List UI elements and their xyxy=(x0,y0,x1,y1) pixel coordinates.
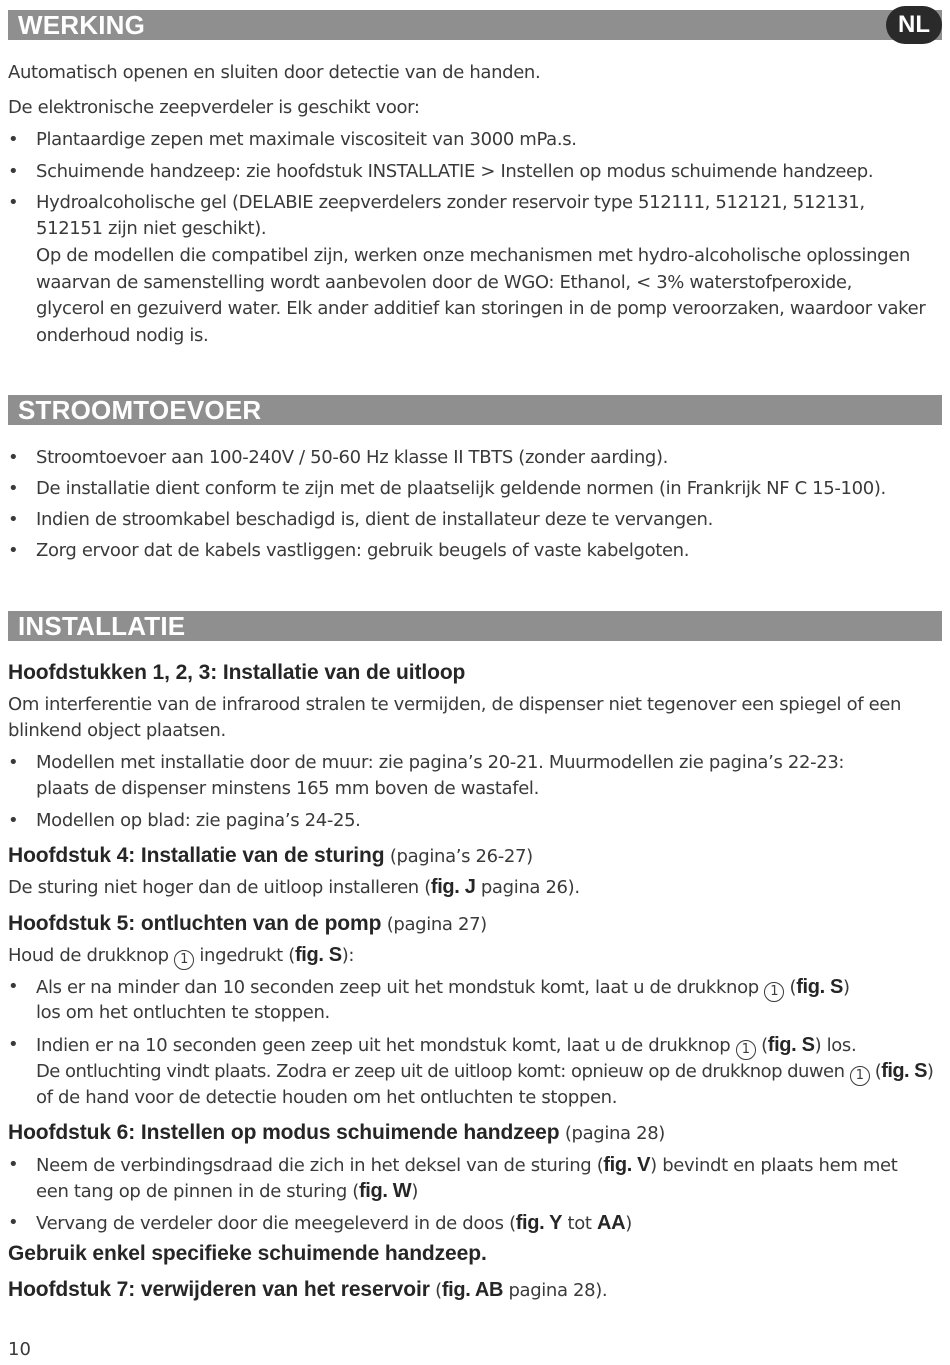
manual-page: WERKING NL Automatisch openen en sluiten door detectie van de handen. De elektronische zeepverdeler is geschikt voor: • Plantaardige zepen met maximale viscositeit van 3000 mPa.s. • Schuimende handzeep: zie hoofdstuk INSTALLATIE > Instellen op modus schuimende handzeep. • Hydroalcoholische gel (DELABIE zeepverdelers zonder reservoir type 512111, 512121, 512131, 512151 zijn niet geschikt). Op de modellen die compatibel zijn, werken onze mechanismen met hydro-alcoholische oplossingen waarvan de samenstelling wordt aanbevolen door de WGO: Ethanol, < 3% waterstofperoxide, glycerol en gezuiverd water. Elk ander additief kan storingen in de pomp veroorzaken, waardoor vaker onderhoud nodig is. STROOMTOEVOER • Stroomtoevoer aan 100-240V / 50-60 Hz klasse II TBTS (zonder aarding). • De installatie dient conform te zijn met de plaatselijk geldende normen (in Frankrijk NF C 15-100). • Indien de stroomkabel beschadigd is, dient de installateur deze te vervangen. • Zorg ervoor dat de kabels vastliggen: gebruik beugels of vaste kabelgoten. INSTALLATIE Hoofdstukken 1, 2, 3: Installatie van de uitloop Om interferentie van de infrarood stralen te vermijden, de dispenser niet tegenover een spiegel of een blinkend object plaatsen. • Modellen met installatie door de muur: zie pagina’s 20-21. Muurmodellen zie pagina’s 22-23: plaats de dispenser minstens 165 mm boven de wastafel. • Modellen op blad: zie pagina’s 24-25. Hoofdstuk 4: Installatie van de sturing (pagina’s 26-27) De sturing niet hoger dan de uitloop installeren (fig. J pagina 26). Hoofdstuk 5: ontluchten van de pomp (pagina 27) Houd de drukknop 1 ingedrukt (fig. S): • Als er na minder dan 10 seconden zeep uit het mondstuk komt, laat u de drukknop 1 (fig. S) los om het ontluchten te stoppen. • Indien er na 10 seconden geen zeep uit het mondstuk komt, laat u de drukknop 1 (fig. S) los. De ontluchting vindt plaats. Zodra er zeep uit de uitloop komt: opnieuw op de drukknop duwen 1 (fig. S) of de hand voor de detectie houden om het ontluchten te stoppen. Hoofdstuk 6: Instellen op modus schuimende handzeep (pagina 28) • Neem de verbindingsdraad die zich in het deksel van de sturing (fig. V) bevindt en plaats hem met een tang op de pinnen in de sturing (fig. W) • Vervang de verdeler door die meegeleverd in de doos (fig. Y tot AA) Gebruik enkel specifieke schuimende handzeep. Hoofdstuk 7: verwijderen van het reservoir (fig. AB pagina 28). 10 xyxy=(0,0,950,1365)
werking-intro: Automatisch openen en sluiten door detectie van de handen. xyxy=(8,62,541,83)
chapter-heading-5: Hoofdstuk 5: ontluchten van de pomp (pagina 27) xyxy=(8,912,487,935)
section-header-installatie: INSTALLATIE xyxy=(8,611,942,641)
page-number: 10 xyxy=(8,1339,31,1360)
push-button-number-icon: 1 xyxy=(850,1066,870,1086)
section-header-stroomtoevoer: STROOMTOEVOER xyxy=(8,395,942,425)
chapter-5-text: Houd de drukknop 1 ingedrukt (fig. S): xyxy=(8,942,354,970)
push-button-number-icon: 1 xyxy=(174,950,194,970)
chapter-heading-7: Hoofdstuk 7: verwijderen van het reservoir (fig. AB pagina 28). xyxy=(8,1278,608,1301)
install-paragraph: Om interferentie van de infrarood stralen te vermijden, de dispenser niet tegenover een spiegel of een xyxy=(8,694,902,715)
chapter-heading-6: Hoofdstuk 6: Instellen op modus schuimende handzeep (pagina 28) xyxy=(8,1121,665,1144)
chapter-heading-1-3: Hoofdstukken 1, 2, 3: Installatie van de uitloop xyxy=(8,661,466,684)
chapter-4-text: De sturing niet hoger dan de uitloop installeren (fig. J pagina 26). xyxy=(8,876,580,898)
foaming-soap-note: Gebruik enkel specifieke schuimende handzeep. xyxy=(8,1242,487,1265)
push-button-number-icon: 1 xyxy=(764,982,784,1002)
werking-suitable-for: De elektronische zeepverdeler is geschikt voor: xyxy=(8,97,420,118)
language-badge: NL xyxy=(886,6,942,44)
install-paragraph: blinkend object plaatsen. xyxy=(8,720,226,741)
push-button-number-icon: 1 xyxy=(736,1040,756,1060)
section-header-werking: WERKING xyxy=(8,10,942,40)
chapter-heading-4: Hoofdstuk 4: Installatie van de sturing (pagina’s 26-27) xyxy=(8,844,533,867)
